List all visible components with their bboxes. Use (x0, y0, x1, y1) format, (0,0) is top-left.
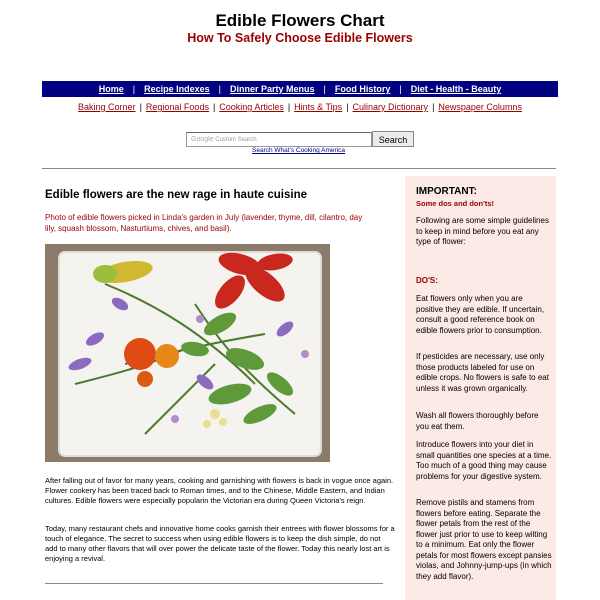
content-paragraph-1: After falling out of favor for many years, cooking and garnishing with flowers is back in vogue once again. Flower cookery has been traced back to Roman times, and to the Chinese, Middle Eastern, and Indian cultures. Edible flowers were especially popularin the Victorian era during Queen Victoria's reign. (45, 476, 394, 505)
sidebar-tip-2: If pesticides are necessary, use only those products labeled for use on edible crops. No flowers is safe to eat unless it was grown organically. (416, 352, 549, 393)
sidebar-intro: Following are some simple guidelines to keep in mind before you eat any type of flower: (416, 216, 549, 246)
sub-nav (0, 102, 600, 112)
search-brand-label: Google (191, 136, 214, 143)
sidebar-dos-label: DO'S: (416, 276, 438, 285)
sidebar-tip-1: Eat flowers only when you are positive they are edible. If uncertain, consult a good reference book on edible flowers prior to consumption. (416, 294, 545, 335)
nav-home-link[interactable]: Home (98, 84, 124, 94)
top-divider (42, 168, 556, 169)
content-heading: Edible flowers are the new rage in haute cuisine (45, 189, 308, 201)
photo-caption: Photo of edible flowers picked in Linda's garden in July (lavender, thyme, dill, cilantro, day lily, squash blossom, Nasturtiums, chives, and basil). (45, 213, 363, 233)
search-button[interactable]: Search (372, 131, 414, 147)
subnav-newspaper-columns-link[interactable]: Newspaper Columns (438, 102, 522, 112)
nav-dinner-party-menus-link[interactable]: Dinner Party Menus (230, 84, 315, 94)
nav-separator: | (132, 84, 136, 94)
subnav-cooking-articles-link[interactable]: Cooking Articles (219, 102, 284, 112)
nav-separator: | (218, 84, 221, 94)
search-site-link[interactable]: Search What's Cooking America (252, 147, 346, 154)
site-title: Edible Flowers Chart (215, 11, 385, 30)
subnav-separator: | (432, 102, 435, 112)
subnav-hints-tips-link[interactable]: Hints & Tips (294, 102, 343, 112)
content-divider (45, 583, 383, 584)
sidebar-tip-4: Introduce flowers into your diet in small quantities one species at a time. Too much of a good thing may cause problems for your digestive system. (416, 440, 552, 481)
subnav-separator: | (212, 102, 216, 112)
subnav-separator: | (346, 102, 349, 112)
sidebar-title: IMPORTANT: (416, 186, 477, 197)
nav-separator: | (399, 84, 402, 94)
sidebar-tip-5: Remove pistils and stamens from flowers before eating. Separate the flower petals from the rest of the flower just prior to use to keep wilting to a minimum. Eat only the flower petals for most flowers except pansies violas, and Johnny-jump-ups (in which they add flavor). (416, 498, 552, 581)
important-sidebar (405, 176, 556, 600)
site-subtitle: How To Safely Choose Edible Flowers (187, 31, 413, 45)
subnav-baking-corner-link[interactable]: Baking Corner (78, 102, 136, 112)
edible-flowers-photo (45, 244, 330, 462)
subnav-separator: | (139, 102, 142, 112)
subnav-separator: | (287, 102, 291, 112)
nav-diet-health-beauty-link[interactable]: Diet - Health - Beauty (410, 84, 502, 94)
nav-separator: | (323, 84, 326, 94)
search-placeholder: Custom Search (215, 137, 257, 143)
search-input[interactable] (186, 132, 372, 147)
nav-food-history-link[interactable]: Food History (334, 84, 391, 94)
subnav-culinary-dictionary-link[interactable]: Culinary Dictionary (352, 102, 429, 112)
main-nav (42, 81, 558, 97)
sidebar-tip-3: Wash all flowers thoroughly before you eat them. (416, 411, 539, 431)
content-paragraph-2: Today, many restaurant chefs and innovative home cooks garnish their entrees with flower blossoms for a touch of elegance. The secret to success when using edible flowers is to keep the dish simple, do not add to many other flavors that will over power the delicate taste of the flower. Today this nearly lost art is enjoying a revival. (45, 524, 395, 563)
subnav-regional-foods-link[interactable]: Regional Foods (145, 102, 209, 112)
nav-recipe-indexes-link[interactable]: Recipe Indexes (144, 84, 210, 94)
sidebar-subtitle: Some dos and don'ts! (416, 199, 495, 208)
